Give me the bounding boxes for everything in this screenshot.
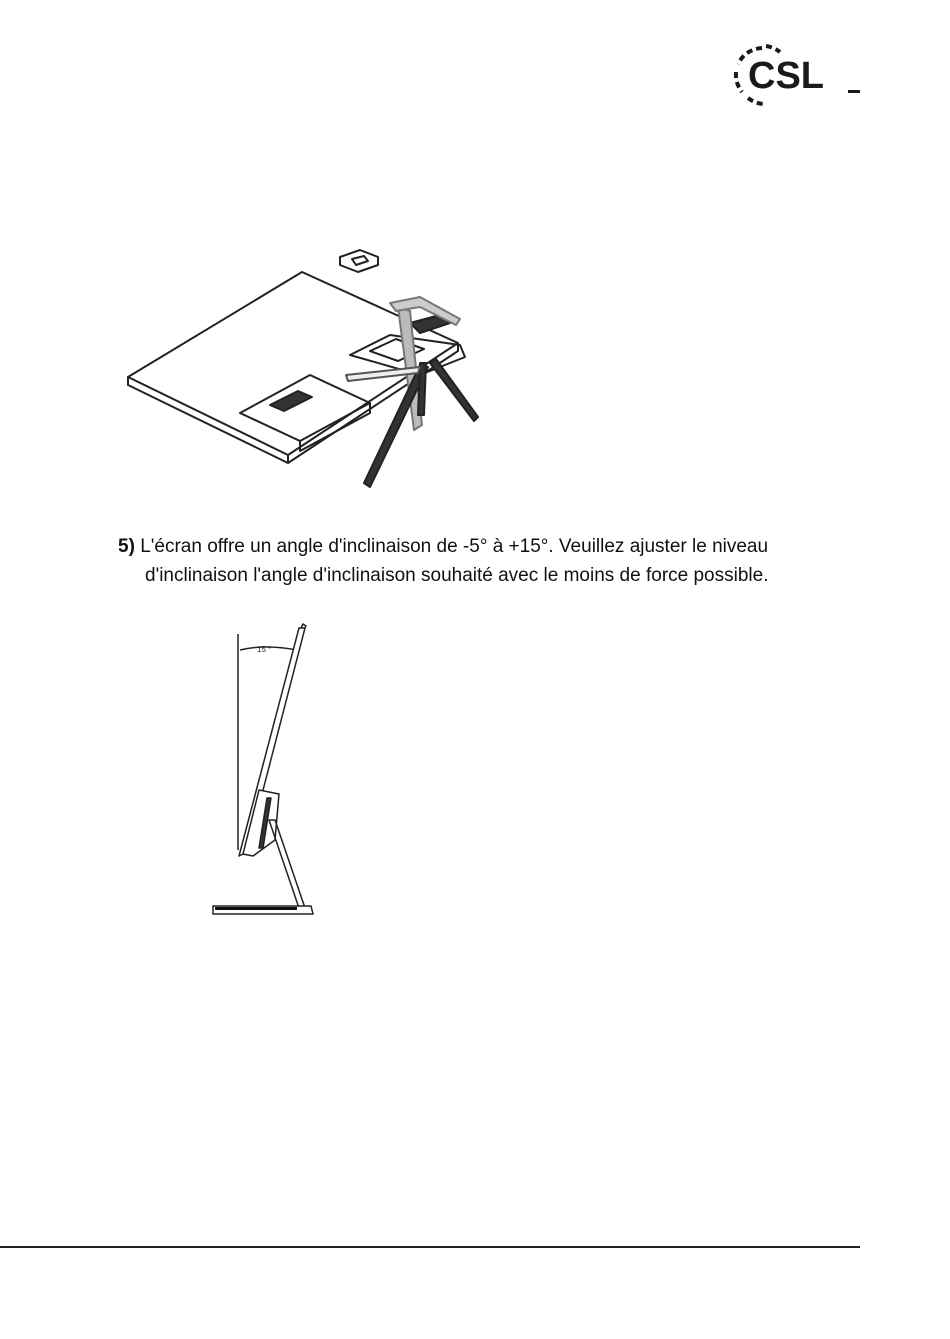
csl-logo <box>728 42 864 108</box>
instruction-step-5 <box>118 532 838 590</box>
tilt-angle-label: 15 ° <box>257 645 272 654</box>
monitor-tilt-side-view-illustration <box>205 620 330 920</box>
instruction-text-1: L'écran offre un angle d'inclinaison de -5° à +15°. Veuillez ajuster le niveau <box>140 536 769 557</box>
instruction-line-1 <box>118 532 838 561</box>
monitor-stand-assembly-illustration <box>120 245 490 495</box>
footer-divider <box>0 1246 860 1248</box>
step-number: 5) <box>118 536 135 557</box>
logo-text: CSL <box>748 55 824 97</box>
instruction-text-2: d'inclinaison l'angle d'inclinaison souhaité avec le moins de force possible. <box>145 565 769 586</box>
